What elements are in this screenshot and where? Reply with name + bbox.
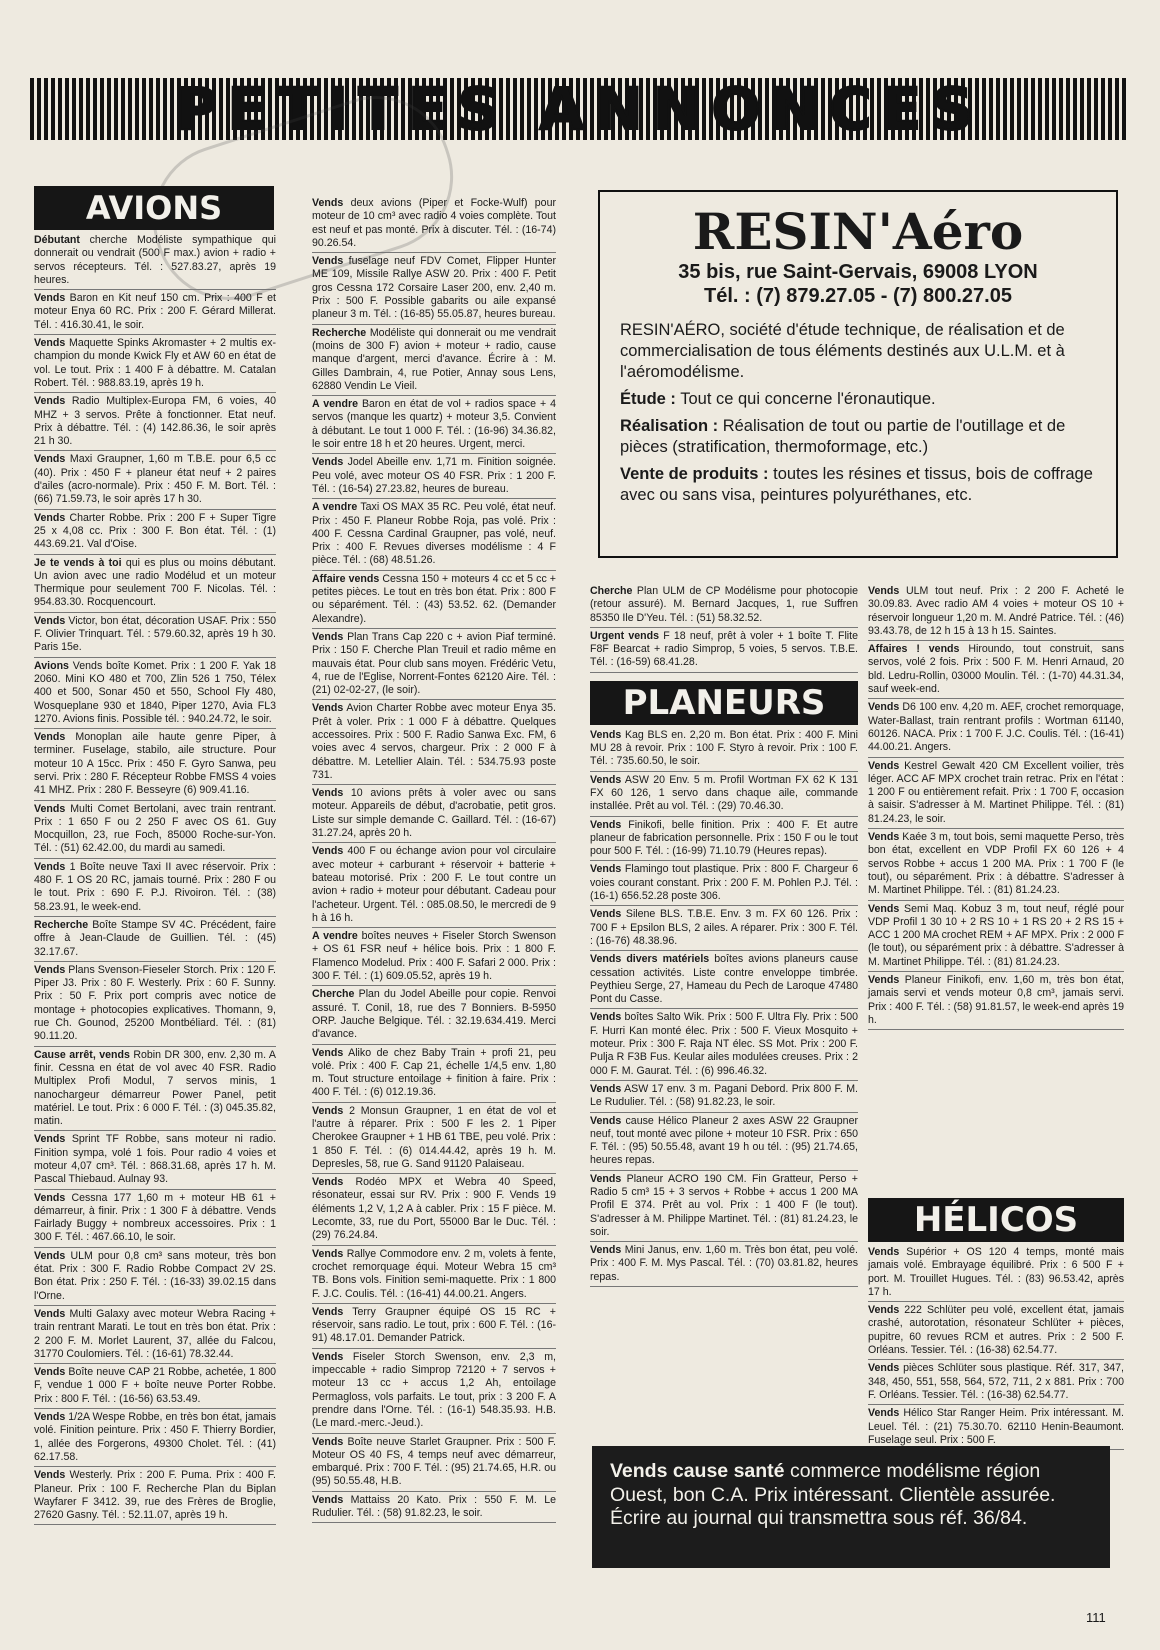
classified-ad: Cherche Plan ULM de CP Modélisme pour photocopie (retour assuré). M. Bernard Jacques, 1, rue Suffren 85350 Ile D'Yeu. Tél. : (51) 58.32.52.: [590, 585, 858, 628]
classified-ad: Vends Westerly. Prix : 200 F. Puma. Prix : 400 F. Planeur. Prix : 100 F. Recherche Plan du Biplan Wayfarer F 3412. 39, rue des Frères de Broglie, 27620 Gasny. Tél. : 52.11.07, après 19 h.: [34, 1469, 276, 1525]
classified-ad: Vends 400 F ou échange avion pour vol circulaire avec moteur + carburant + réservoir + batterie + bateau motorisé. Prix : 200 F. Le tout contre un avion + radio + moteur pour débutant. Cadeau pour l'acheteur. Urgent. Tél. : 085.08.50, le mercredi de 9 h à 16 h.: [312, 845, 556, 928]
classified-ad: Vends Fiseler Storch Swenson, env. 2,3 m, impeccable + radio Simprop 72120 + 7 servos + moteur 13 cc + accus 1,2 Ah, entoilage Permagloss, vols parfaits. Le tout, prix : 3 200 F. A prendre dans l'Orne. Tél. : (16-1) 548.35.93. H.B. (Le mard.-merc.-Jeud.).: [312, 1351, 556, 1434]
classified-ad: Vends Maxi Graupner, 1,60 m T.B.E. pour 6,5 cc (40). Prix : 450 F + planeur état neuf + 2 paires d'ailes (acro-normale). Prix : 450 F. M. Bort. Tél. : (66) 71.59.73, le soir après 17 h 30.: [34, 453, 276, 509]
classified-ad: Vends Kag BLS en. 2,20 m. Bon état. Prix : 400 F. Mini MU 28 à revoir. Prix : 100 F. Styro à revoir. Prix : 100 F. Tél. : 735.60.50, le soir.: [590, 729, 858, 772]
ad-list-col1: [34, 234, 276, 1525]
classified-ad: Cherche Plan du Jodel Abeille pour copie. Renvoi assuré. T. Conil, 18, rue des 7 Bonniers. B-5950 ORP. Jauche Belgique. Tél. : 32.19.634.419. Merci d'avance.: [312, 988, 556, 1044]
ad-list-col3-planeurs: [590, 729, 858, 1287]
classified-ad: Débutant cherche Modéliste sympathique qui donnerait ou vendrait (500 F max.) avion + radio + servos récepteurs. Tél. : 527.83.27, après 19 heures.: [34, 234, 276, 290]
classified-ad: Vends ULM pour 0,8 cm³ sans moteur, très bon état. Prix : 300 F. Radio Robbe Compact 2V 2S. Bon état. Prix : 250 F. Tél. : (16-33) 39.02.15 dans l'Orne.: [34, 1250, 276, 1306]
classified-ad: A vendre Baron en état de vol + radios space + 4 servos (manque les quartz) + moteur 3,5. Convient à débutant. Le tout 1 000 F. Tél. : (16-96) 34.36.82, le soir entre 18 h et 20 heures. Urgent, merci.: [312, 398, 556, 454]
classified-ad: Vends deux avions (Piper et Focke-Wulf) pour moteur de 10 cm³ avec radio 4 voies complète. Tout est neuf et pas monté. Prix à discuter. Tél. : (16-74) 90.26.54.: [312, 197, 556, 253]
classified-ad: Vends Avion Charter Robbe avec moteur Enya 35. Prêt à voler. Prix : 1 000 F à débattre. Quelques accessoires. Prix : 500 F. Radio Sanwa Exc. FM, 6 voies avec 4 servos, chargeur. Prix : 2 000 F à débattre. M. Letellier Alain. Tél. : 534.75.93 poste 731.: [312, 702, 556, 785]
column-1: [34, 186, 276, 1527]
section-planeurs-title: PLANEURS: [590, 681, 858, 725]
classified-ad: Vends fuselage neuf FDV Comet, Flipper Hunter ME 109, Missile Rallye ASW 20. Prix : 400 F. Petit gros Cessna 172 Corsaire Laser 200, env. 2,40 m. Prix : 500 F. Possible gabarits ou aile expansé planeur 3 m. Tél. : (16-85) 55.05.87, heures bureau.: [312, 255, 556, 324]
resin-title: RESIN'Aéro: [692, 202, 1024, 261]
column-4: [868, 585, 1124, 1032]
ad-list-col2: [312, 197, 556, 1523]
masthead-title: PETITES ANNONCES: [174, 78, 984, 140]
column-3: [590, 585, 858, 1289]
classified-ad: A vendre boîtes neuves + Fiseler Storch Swenson + OS 61 FSR neuf + hélice bois. Prix : 1 800 F. Flamenco Modelud. Prix : 400 F. Safari 2 000. Prix : 300 F. Tél. : (1) 609.05.52, après 19 h.: [312, 930, 556, 986]
classified-ad: Vends Plans Svenson-Fieseler Storch. Prix : 120 F. Piper J3. Prix : 80 F. Westerly. Prix : 60 F. Sunny. Prix : 50 F. Prix port compris avec notice de montage + photocopies explicatives. Thomann, 9, rue Ch. Gounod, 25200 Montbéliard. Tél. : (81) 90.11.20.: [34, 964, 276, 1047]
classified-ad: Vends Terry Graupner équipé OS 15 RC + réservoir, sans radio. Le tout, prix : 600 F. Tél. : (16-91) 48.17.01. Demander Patrick.: [312, 1306, 556, 1349]
classified-ad: Vends Finikofi, belle finition. Prix : 400 F. Et autre planeur de fabrication personnelle. Prix : 150 F ou le tout pour 500 F. Tél. : (16-99) 71.10.79 (Heures repas).: [590, 819, 858, 862]
sante-advert: [592, 1446, 1110, 1568]
resin-phone: Tél. : (7) 879.27.05 - (7) 800.27.05: [704, 285, 1012, 307]
classified-ad: Vends cause Hélico Planeur 2 axes ASW 22 Graupner neuf, tout monté avec pilone + moteur 10 FSR. Prix : 650 F. Tél. : (95) 50.55.48, avant 19 h ou tél. : (95) 21.74.65, heures repas.: [590, 1115, 858, 1171]
classified-ad: Vends 1/2A Wespe Robbe, en très bon état, jamais volé. Finition peinture. Prix : 450 F. Thierry Bordier, 1, allée des Forgerons, 49300 Cholet. Tél. : (41) 62.17.58.: [34, 1411, 276, 1467]
ad-list-col3-top: [590, 585, 858, 673]
classified-ad: Vends Multi Comet Bertolani, avec train rentrant. Prix : 1 650 F ou 2 250 F avec OS 61. Guy Mocquillon, 23, rue Foch, 85000 Roche-sur-Yon. Tél. : (51) 62.42.00, du mardi au samedi.: [34, 803, 276, 859]
classified-ad: Affaires ! vends Hiroundo, tout construit, sans servos, volé 2 fois. Prix : 500 F. M. Henri Arnaud, 20 bld. Ledru-Rollin, 03000 Moulin. Tél. : (1-70) 44.31.34, sauf week-end.: [868, 643, 1124, 699]
classified-ad: Vends Radio Multiplex-Europa FM, 6 voies, 40 MHZ + 3 servos. Prête à fonctionner. Etat neuf. Prix à débattre. Tél. : (4) 142.86.36, le soir après 21 h 30.: [34, 395, 276, 451]
classified-ad: Vends ASW 20 Env. 5 m. Profil Wortman FX 62 K 131 FX 60 126, 1 servo dans chaque aile, commande installée. Prêt au vol. Tél. : (29) 70.46.30.: [590, 774, 858, 817]
classified-ad: Vends Cessna 177 1,60 m + moteur HB 61 + démarreur, à finir. Prix : 1 300 F à débattre. Vends Fairlady Buggy + nombreux accessoires. Prix : 1 300 F. Tél. : 467.66.10, le soir.: [34, 1192, 276, 1248]
resin-etude: Étude : Tout ce qui concerne l'éronautique.: [620, 390, 936, 408]
classified-ad: Vends Victor, bon état, décoration USAF. Prix : 550 F. Olivier Trinquart. Tél. : 579.60.32, après 19 h 30. Paris 15e.: [34, 615, 276, 658]
classified-ad: Avions Vends boîte Komet. Prix : 1 200 F. Yak 18 2060. Mini KO 480 et 700, Zlin 526 1 750, Télex 400 et 500, Sonar 450 et 550, School Fly 480, Wosqueplane 930 et 1840, Piper 1270, Avia FL3 1270. Avions finis. Possible tél. : 940.24.72, le soir.: [34, 660, 276, 729]
classified-ad: Vends Silene BLS. T.B.E. Env. 3 m. FX 60 126. Prix : 700 F + Epsilon BLS, 2 ailes. A réparer. Prix : 300 F. Tél. : (16-76) 48.38.96.: [590, 908, 858, 951]
classified-ad: Vends Kestrel Gewalt 420 CM Excellent voilier, très léger. ACC AF MPX crochet train retrac. Prix en l'état : 1 200 F ou entièrement refait. Prix : 1 700 F, occasion à saisir. S'adresser à M. Martinet Philippe. Tél. : (81) 81.24.23, le soir.: [868, 760, 1124, 829]
resin-vente: Vente de produits : toutes les résines et tissus, bois de coffrage avec ou sans visa, peintures polyuréthanes, etc.: [620, 465, 1093, 504]
classified-ad: Je te vends à toi qui es plus ou moins débutant. Un avion avec une radio Modélud et un moteur Thermique pour seulement 700 F. Nicolas. Tél. : 954.83.30. Rocquencourt.: [34, 557, 276, 613]
resin-intro: RESIN'AÉRO, société d'étude technique, de réalisation et de commercialisation de tous éléments destinés aux U.L.M. et à l'aéromodélisme.: [620, 321, 1065, 381]
classified-ad: Vends 1 Boîte neuve Taxi II avec réservoir. Prix : 480 F. 1 OS 20 RC, jamais tourné. Prix : 280 F ou le tout. Prix : 690 F. P.J. Rivoiron. Tél. : (38) 58.23.91, le week-end.: [34, 861, 276, 917]
classified-ad: Vends Baron en Kit neuf 150 cm. Prix : 400 F et moteur Enya 60 RC. Prix : 200 F. Gérard Millerat. Tél. : 416.30.41, le soir.: [34, 292, 276, 335]
classified-ad: Vends Planeur Finikofi, env. 1,60 m, très bon état, jamais servi et vends moteur 0,8 cm³, jamais servi. Prix : 400 F. Tél. : (58) 91.81.57, le week-end après 19 h.: [868, 974, 1124, 1030]
classified-ad: Vends Monoplan aile haute genre Piper, à terminer. Fuselage, stabilo, aile structure. Pour moteur 10 A 15cc. Prix : 450 F. Gyro Sanwa, peu servi. Prix : 280 F. Récepteur Robbe FMSS 4 voies 41 MHZ. Prix : 280 F. Besseyre (6) 909.41.16.: [34, 731, 276, 800]
sante-lead: Vends cause santé: [610, 1460, 785, 1482]
classified-ad: Recherche Boîte Stampe SV 4C. Précédent, faire offre à Jean-Claude de Guillien. Tél. : (45) 32.17.67.: [34, 919, 276, 962]
resin-address: 35 bis, rue Saint-Gervais, 69008 LYON: [678, 261, 1038, 283]
classified-ad: A vendre Taxi OS MAX 35 RC. Peu volé, état neuf. Prix : 450 F. Planeur Robbe Roja, pas volé. Prix : 400 F. Cessna Cardinal Graupner, pas volé, neuf. Prix : 400 F. Revues diverses modélisme : 4 F pièce. Tél. : (68) 48.51.26.: [312, 501, 556, 570]
classified-ad: Vends Boîte neuve CAP 21 Robbe, achetée, 1 800 F, vendue 1 000 F + boîte neuve Porter Robbe. Prix : 800 F. Tél. : (16-56) 63.53.49.: [34, 1366, 276, 1409]
classified-ad: Vends Mini Janus, env. 1,60 m. Très bon état, peu volé. Prix : 400 F. M. Mys Pascal. Tél. : (70) 03.81.82, heures repas.: [590, 1244, 858, 1287]
classified-ad: Vends 10 avions prêts à voler avec ou sans moteur. Appareils de début, d'acrobatie, petit gros. Liste sur simple demande C. Gaillard. Tél. : (16-67) 31.27.24, après 20 h.: [312, 787, 556, 843]
classified-ad: Vends divers matériels boîtes avions planeurs cause cessation activités. Liste contre enveloppe timbrée. Peythieu Serge, 27, Hameau du Pech de Laroque 47480 Pont du Casse.: [590, 953, 858, 1009]
classified-ad: Vends Flamingo tout plastique. Prix : 800 F. Chargeur 6 voies courant constant. Prix : 200 F. M. Pohlen P.J. Tél. : (16-1) 656.52.28 poste 306.: [590, 863, 858, 906]
classified-ad: Vends Sprint TF Robbe, sans moteur ni radio. Finition sympa, volé 1 fois. Pour radio 4 voies et moteur 4,07 cm³. Tél. : 868.31.68, après 17 h. M. Pascal Thiebaud. Aulnay 93.: [34, 1133, 276, 1189]
classified-ad: Vends boîtes Salto Wik. Prix : 500 F. Ultra Fly. Prix : 500 F. Hurri Kan monté élec. Prix : 500 F. Vieux Mosquito + moteur. Prix : 300 F. Raja NT élec. SS Mot. Prix : 200 F. Pulja R F3B Fus. Keular ailes modulées creuses. Prix : 2 000 F. M. Gaurat. Tél. : (6) 996.46.32.: [590, 1011, 858, 1080]
classified-ad: Vends Charter Robbe. Prix : 200 F + Super Tigre 25 x 4,08 cc. Prix : 300 F. Bon état. Tél. : (1) 443.69.21. Val d'Oise.: [34, 512, 276, 555]
classified-ad: Vends Kaée 3 m, tout bois, semi maquette Perso, très bon état, excellent en VDP Profil FX 60 126 + 4 servos Robbe + accus 1 200 MA. Prix : 1 700 F (le tout), ou séparément. Prix : à débattre. S'adresser à M. Martinet Philippe. Tél. : (81) 81.24.23.: [868, 831, 1124, 900]
classified-ad: Cause arrêt, vends Robin DR 300, env. 2,30 m. A finir. Cessna en état de vol avec 40 FSR. Radio Multiplex Profi Modul, 7 servos minis, 1 nanochargeur démarreur Power Panel, petit matériel. Le tout. Prix : 6 000 F. Tél. : (3) 045.35.82, matin.: [34, 1049, 276, 1132]
classified-ad: Vends 2 Monsun Graupner, 1 en état de vol et l'autre à réparer. Prix : 500 F les 2. 1 Piper Cherokee Graupner + 1 HB 61 TBE, peu volé. Prix : 1 850 F. Tél. : (6) 014.44.42, après 19 h. M. Depresles, 58, rue G. Sand 91120 Palaiseau.: [312, 1105, 556, 1174]
classified-ad: Vends D6 100 env. 4,20 m. AEF, crochet remorquage, Water-Ballast, train rentrant profils : Wortman 61140, 60126. NACA. Prix : 1 700 F. J.C. Coulis. Tél. : (16-41) 44.00.21. Angers.: [868, 701, 1124, 757]
ad-list-col4: [868, 585, 1124, 1030]
classified-ad: Vends Jodel Abeille env. 1,71 m. Finition soignée. Peu volé, avec moteur OS 40 FSR. Prix : 1 200 F. Tél. : (16-54) 27.23.82, heures de bureau.: [312, 456, 556, 499]
column-2: [312, 197, 556, 1525]
classified-ad: Vends Rallye Commodore env. 2 m, volets à fente, crochet remorquage équi. Moteur Webra 15 cm³ TB. Bons vols. Finition semi-maquette. Prix : 1 800 F. J.C. Coulis. Tél. : (16-41) 44.00.21. Angers.: [312, 1248, 556, 1304]
classified-ad: Urgent vends F 18 neuf, prêt à voler + 1 boîte T. Flite F8F Bearcat + radio Simprop, 5 voies, 5 servos. T.B.E. Tél. : (16-59) 68.41.28.: [590, 630, 858, 673]
classified-ad: Vends Hélico Star Ranger Heim. Prix intéressant. M. Leuel. Tél. : (21) 75.30.70. 62110 Henin-Beaumont. Fuselage seul. Prix : 500 F.: [868, 1407, 1124, 1450]
classified-ad: Vends ASW 17 env. 3 m. Pagani Debord. Prix 800 F. M. Le Rudulier. Tél. : (58) 91.82.23, le soir.: [590, 1083, 858, 1113]
classified-ad: Vends Planeur ACRO 190 CM. Fin Gratteur, Perso + Radio 5 cm³ 15 + 3 servos + Robbe + accus 1 200 MA Profil E 374. Prêt au vol. Prix : 1 400 F (le tout). S'adresser à M. Philippe Martinet. Tél. : (81) 81.24.23, le soir.: [590, 1173, 858, 1242]
classified-ad: Affaire vends Cessna 150 + moteurs 4 cc et 5 cc + petites pièces. Le tout en très bon état. Prix : 800 F ou séparément. Tél. : (43) 53.52. 62. (Demander Alexandre).: [312, 573, 556, 629]
section-helicos-title: HÉLICOS: [868, 1198, 1124, 1242]
classified-ad: Vends Mattaiss 20 Kato. Prix : 550 F. M. Le Rudulier. Tél. : (58) 91.82.23, le soir.: [312, 1494, 556, 1524]
classified-ad: Vends Maquette Spinks Akromaster + 2 multis ex-champion du monde Kwick Fly et AW 60 en état de vol. Le tout. Prix : 1 400 F à débattre. M. Catalan Robert. Tél. : 988.83.19, après 19 h.: [34, 337, 276, 393]
classified-ad: Vends Aliko de chez Baby Train + profi 21, peu volé. Prix : 400 F. Cap 21, échelle 1/4,5 env. 1,80 m. Tout structure entoilage + finition à faire. Prix : 400 F. Tél. : (6) 012.19.36.: [312, 1047, 556, 1103]
classified-ad: Vends Semi Maq. Kobuz 3 m, tout neuf, réglé pour VDP Profil 1 30 10 + 2 RS 10 + 1 RS 20 + 2 RS 15 + ACC 1 200 MA crochet REM + AF MPX. Prix : 2 000 F (le tout), ou séparément prix : à débattre. S'adresser à M. Martinet Philippe. Tél. : (81) 81.24.23.: [868, 903, 1124, 972]
masthead: [30, 78, 1128, 140]
classified-ad: Vends Plan Trans Cap 220 c + avion Piaf terminé. Prix : 150 F. Cherche Plan Treuil et radio même en mauvais état. Pour club sans moyen. Frédéric Vetu, 4, rue de l'Eglise, Norrent-Fontes 62120 Aire. Tél. : (21) 02-02-27, (le soir).: [312, 631, 556, 700]
classified-ad: Vends pièces Schlüter sous plastique. Réf. 317, 347, 348, 450, 551, 558, 564, 572, 711, 2 x 881. Prix : 700 F. Orléans. Tessier. Tél. : (16-38) 62.54.77.: [868, 1362, 1124, 1405]
classified-ad: Recherche Modéliste qui donnerait ou me vendrait (moins de 300 F) avion + moteur + radio, cause manque d'argent, merci d'avance. Écrire à : M. Gilles Dambrain, 4, rue Potier, Annay sous Lens, 62880 Vendin Le Vieil.: [312, 327, 556, 396]
resin-realisation: Réalisation : Réalisation de tout ou partie de l'outillage et de pièces (stratification, thermoformage, etc.): [620, 417, 1066, 456]
page-number: 111: [1086, 1610, 1106, 1625]
classified-ad: Vends Supérior + OS 120 4 temps, monté mais jamais volé. Embrayage équilibré. Prix : 6 500 F + port. M. Trouillet Hugues. Tél. : (83) 96.53.42, après 17 h.: [868, 1246, 1124, 1302]
section-avions-title: AVIONS: [34, 186, 274, 230]
classified-ad: Vends Rodéo MPX et Webra 40 Speed, résonateur, essai sur RV. Prix : 900 F. Vends 19 éléments 1,2 V, 1,2 A à cabler. Prix : 15 F pièce. M. Lecomte, 33, rue du Port, 55000 Bar le Duc. Tél. : (29) 76.24.84.: [312, 1176, 556, 1245]
resin-aero-advert: [598, 190, 1118, 558]
column-4-helicos: [868, 1198, 1124, 1452]
ad-list-col4-helicos: [868, 1246, 1124, 1450]
classified-ad: Vends Multi Galaxy avec moteur Webra Racing + train rentrant Marati. Le tout en très bon état. Prix : 2 200 F. M. Morlet Laurent, 37, allée du Falcou, 31770 Coulomiers. Tél. : (16-61) 78.32.44.: [34, 1308, 276, 1364]
classified-ad: Vends ULM tout neuf. Prix : 2 200 F. Acheté le 30.09.83. Avec radio AM 4 voies + moteur OS 10 + réservoir longueur 1,20 m. M. André Patrice. Tél. : (46) 93.43.78, de 12 h 15 à 13 h 15. Saintes.: [868, 585, 1124, 641]
sante-text: commerce modélisme région Ouest, bon C.A. Prix intéressant. Clientèle assurée. Écrire au journal qui transmettra sous réf. 36/84.: [610, 1460, 1056, 1529]
classified-ad: Vends 222 Schlüter peu volé, excellent état, jamais crashé, autorotation, résonateur Schlüter + pièces, pupitre, 60 revues RCM et autres. Prix : 2 500 F. Orléans. Tessier. Tél. : (16-38) 62.54.77.: [868, 1304, 1124, 1360]
classified-ad: Vends Boîte neuve Starlet Graupner. Prix : 500 F. Moteur OS 40 FS, 4 temps neuf avec démarreur, embarqué. Prix : 700 F. Tél. : (95) 21.74.65, H.R. ou (95) 50.55.48, H.B.: [312, 1436, 556, 1492]
